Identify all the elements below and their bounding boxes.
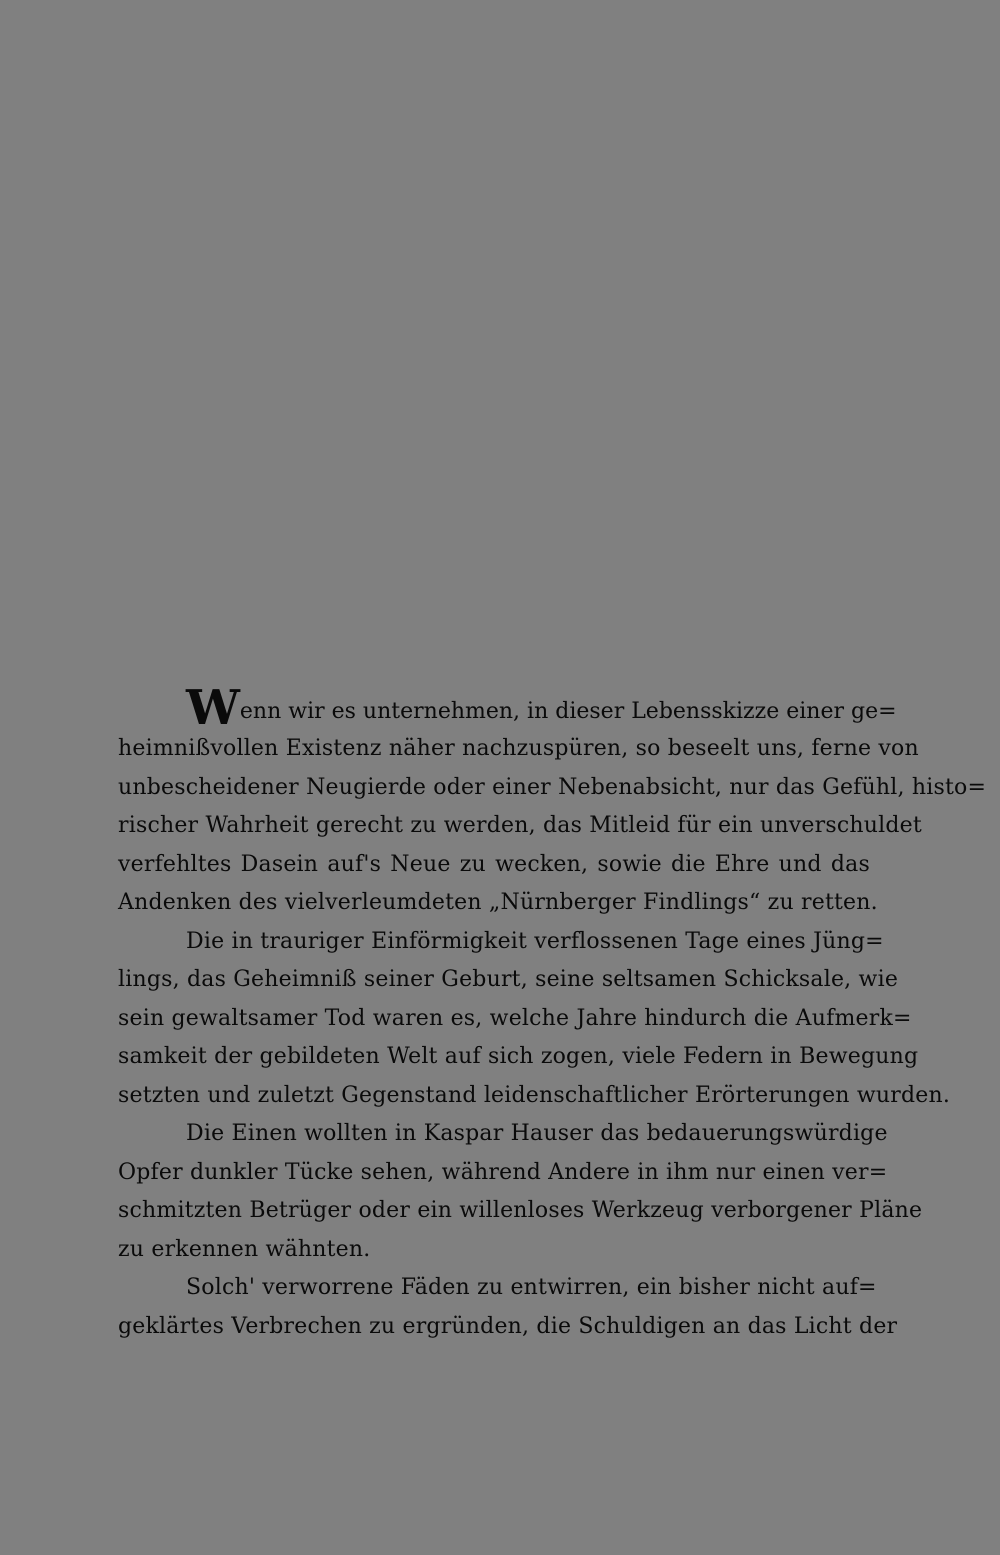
text-line: unbescheidener Neugierde oder einer Nebenabsicht, nur das Gefühl, histo= xyxy=(118,774,987,800)
paragraph-3 xyxy=(118,1115,923,1269)
text-line: Opfer dunkler Tücke sehen, während Andere in ihm nur einen ver= xyxy=(118,1159,888,1185)
text-line: setzten und zuletzt Gegenstand leidenschaftlicher Erörterungen wurden. xyxy=(118,1082,951,1108)
paragraph-1 xyxy=(118,680,987,923)
text-line: sein gewaltsamer Tod waren es, welche Jahre hindurch die Aufmerk= xyxy=(118,1005,912,1031)
body-text xyxy=(118,680,987,1346)
text-line: zu erkennen wähnten. xyxy=(118,1236,371,1262)
text-line: lings, das Geheimniß seiner Geburt, seine seltsamen Schicksale, wie xyxy=(118,967,899,992)
paragraph-2 xyxy=(118,923,951,1116)
text-line: geklärtes Verbrechen zu ergründen, die Schuldigen an das Licht der xyxy=(118,1313,898,1339)
text-line: heimnißvollen Existenz näher nachzuspüren, so beseelt uns, ferne von xyxy=(118,736,919,761)
text-line: Die in trauriger Einförmigkeit verflossenen Tage eines Jüng= xyxy=(186,928,884,954)
text-line: rischer Wahrheit gerecht zu werden, das Mitleid für ein unverschuldet xyxy=(118,813,922,838)
paragraph-first-line xyxy=(186,680,897,736)
text-line: verfehltes Dasein auf's Neue zu wecken, sowie die Ehre und das xyxy=(118,851,870,877)
text-line: schmitzten Betrüger oder ein willenloses Werkzeug verborgener Pläne xyxy=(118,1198,923,1223)
paragraph-4 xyxy=(118,1269,898,1346)
first-line-text: enn wir es unternehmen, in dieser Lebensskizze einer ge= xyxy=(239,699,897,724)
text-line: Solch' verworrene Fäden zu entwirren, ein bisher nicht auf= xyxy=(186,1275,877,1300)
text-line: samkeit der gebildeten Welt auf sich zogen, viele Federn in Bewegung xyxy=(118,1044,919,1069)
drop-cap-initial: W xyxy=(186,680,240,736)
text-line: Die Einen wollten in Kaspar Hauser das bedauerungswürdige xyxy=(186,1121,888,1146)
text-line: Andenken des vielverleumdeten „Nürnberger Findlings“ zu retten. xyxy=(118,890,878,915)
